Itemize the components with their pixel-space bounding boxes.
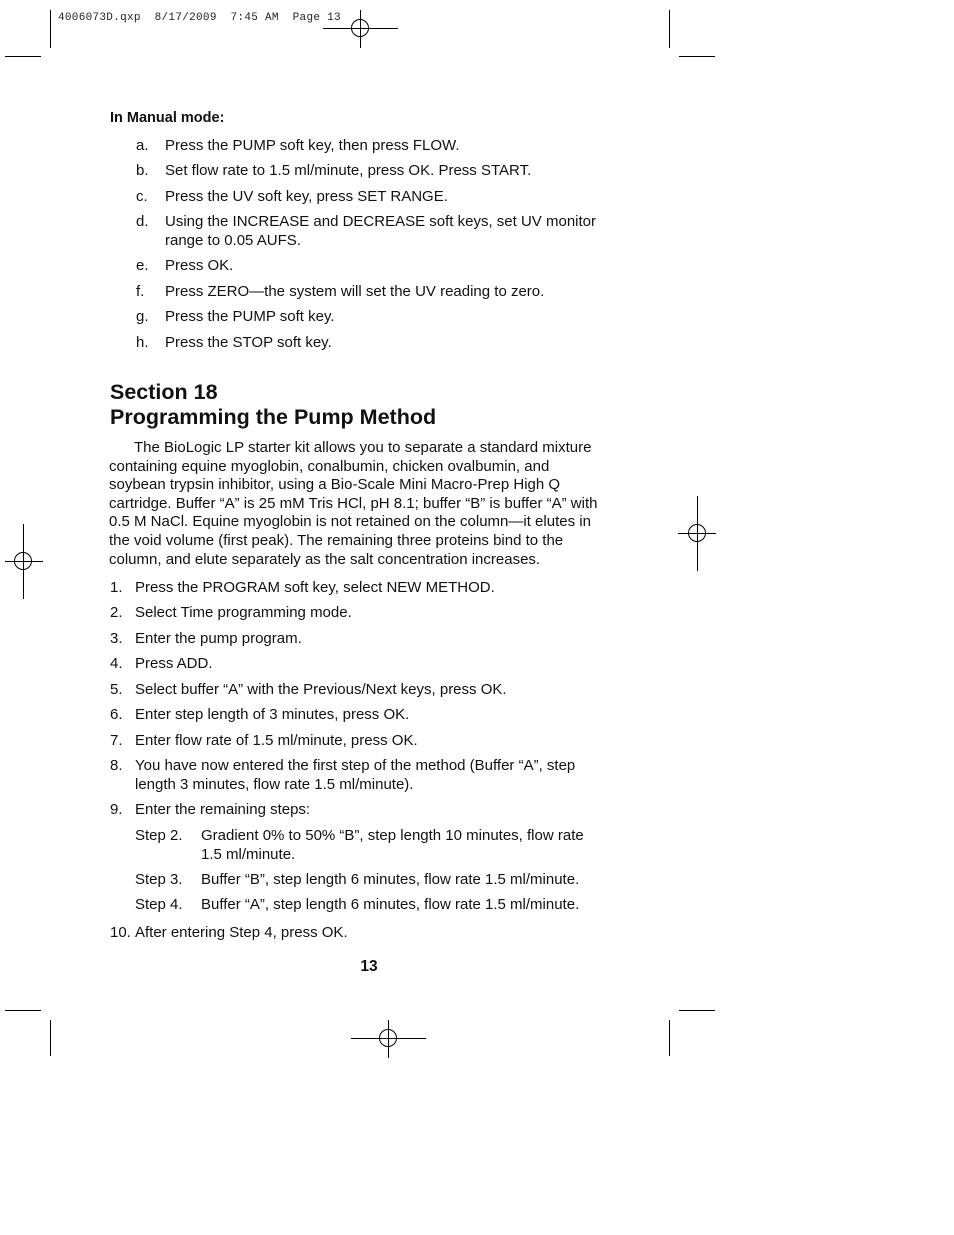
list-item-label: d. (136, 213, 149, 230)
list-item-text: Press OK. (165, 257, 234, 274)
list-item-text: Press ZERO—the system will set the UV reading to zero. (165, 283, 545, 300)
list-item-text: Press the PUMP soft key. (165, 308, 335, 325)
list-item-text: Using the INCREASE and DECREASE soft keys, set UV monitor range to 0.05 AUFS. (165, 213, 596, 249)
list-item-label: 6. (110, 706, 123, 723)
list-item-label: 2. (110, 604, 123, 621)
list-item-label: b. (136, 162, 149, 179)
printer-slug: 4006073D.qxp 8/17/2009 7:45 AM Page 13 (58, 12, 341, 24)
list-item-label: 10. (110, 924, 131, 941)
substep-label: Step 2. (135, 827, 183, 844)
section-number: Section 18 (110, 380, 218, 404)
substep-text: Buffer “B”, step length 6 minutes, flow rate 1.5 ml/minute. (201, 871, 580, 888)
substep-label: Step 3. (135, 871, 183, 888)
list-item-label: e. (136, 257, 149, 274)
list-item-text: Press the PUMP soft key, then press FLOW. (165, 137, 460, 154)
list-item-label: 3. (110, 630, 123, 647)
list-item-label: a. (136, 137, 149, 154)
list-item-text: Press the PROGRAM soft key, select NEW METHOD. (135, 579, 495, 596)
list-item-text: Enter flow rate of 1.5 ml/minute, press OK. (135, 732, 418, 749)
list-item-text: Enter the remaining steps: (135, 801, 311, 818)
list-item-text: Enter the pump program. (135, 630, 302, 647)
list-item-label: 7. (110, 732, 123, 749)
list-item-label: h. (136, 334, 149, 351)
list-item-label: f. (136, 283, 145, 300)
substep-text: Gradient 0% to 50% “B”, step length 10 minutes, flow rate 1.5 ml/minute. (201, 827, 584, 863)
list-item-label: 8. (110, 757, 123, 774)
section-title: Programming the Pump Method (110, 405, 437, 429)
list-item-text: Press ADD. (135, 655, 213, 672)
list-item-text: Enter step length of 3 minutes, press OK. (135, 706, 410, 723)
list-item-label: g. (136, 308, 149, 325)
list-item-text: Set flow rate to 1.5 ml/minute, press OK. Press START. (165, 162, 532, 179)
page-number: 13 (360, 958, 378, 975)
list-item-text: Select Time programming mode. (135, 604, 352, 621)
list-item-text: Press the STOP soft key. (165, 334, 332, 351)
list-item-label: 1. (110, 579, 123, 596)
list-item-text: After entering Step 4, press OK. (135, 924, 348, 941)
manual-mode-heading: In Manual mode: (110, 110, 225, 126)
intro-paragraph: The BioLogic LP starter kit allows you to separate a standard mixture containing equine myoglobin, conalbumin, chicken ovalbumin, and soybean trypsin inhibitor, using a Bio-Scale Mini Macro-Prep High Q cartridge. Buffer “A” is 25 mM Tris HCl, pH 8.1; buffer “B” is buffer “A” with 0.5 M NaCl. Equine myoglobin is not retained on the column—it elutes in the void volume (first peak). The remaining three proteins bind to the column, and elute separately as the salt concentration increases. (109, 439, 598, 568)
section-heading (110, 380, 436, 430)
list-item-text: Press the UV soft key, press SET RANGE. (165, 188, 448, 205)
list-item-label: 4. (110, 655, 123, 672)
substep-label: Step 4. (135, 896, 183, 913)
list-item-text: Select buffer “A” with the Previous/Next keys, press OK. (135, 681, 507, 698)
list-item-text: You have now entered the first step of the method (Buffer “A”, step length 3 minutes, flow rate 1.5 ml/minute). (135, 757, 576, 793)
substep-text: Buffer “A”, step length 6 minutes, flow rate 1.5 ml/minute. (201, 896, 580, 913)
list-item-label: 9. (110, 801, 123, 818)
list-item-label: c. (136, 188, 148, 205)
list-item-label: 5. (110, 681, 123, 698)
